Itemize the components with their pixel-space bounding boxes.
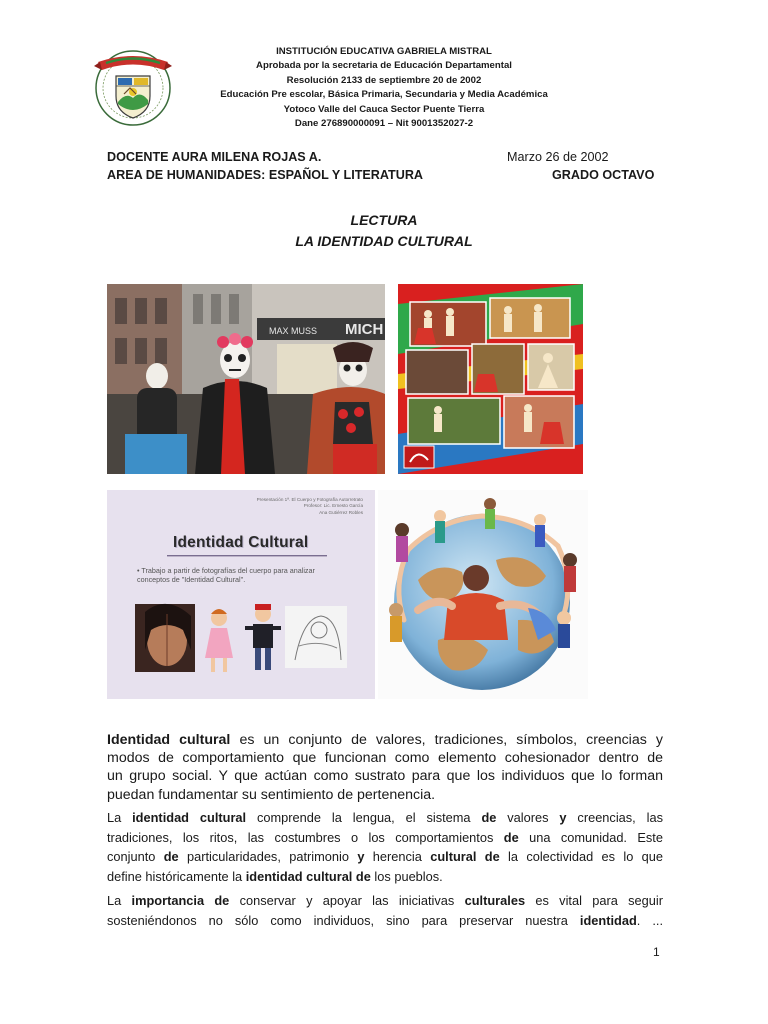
- bold-term: identidad cultural: [132, 810, 247, 825]
- institution-location: Yotoco Valle del Cauca Sector Puente Tierra: [283, 103, 485, 115]
- paragraph-line: [107, 767, 663, 785]
- catrina-parade-photo: [107, 284, 385, 474]
- teacher-name: DOCENTE AURA MILENA ROJAS A.: [107, 150, 322, 164]
- paragraph-line: [107, 911, 663, 931]
- slide-credit-line: Ana Gutiérrez Robles: [319, 509, 363, 515]
- reading-label: LECTURA: [350, 212, 418, 228]
- document-date: Marzo 26 de 2002: [507, 150, 609, 164]
- page-number: 1: [653, 945, 660, 959]
- slide-credit-line: Profesor: Lic. Ernesto García: [303, 503, 363, 509]
- text-run: La: [107, 810, 133, 825]
- paragraph-definition: [107, 731, 663, 804]
- text-run: comprende la lengua, el sistema: [246, 810, 482, 825]
- text-run: La: [107, 893, 132, 908]
- subject-area: AREA DE HUMANIDADES: ESPAÑOL Y LITERATURA: [107, 168, 424, 182]
- text-run: la colectividad es lo que: [499, 849, 664, 865]
- text-run: puedan fundamentar su sentimiento de pertenencia.: [107, 786, 436, 803]
- paragraph-line: [107, 828, 663, 848]
- slide-title: Identidad Cultural: [173, 534, 309, 551]
- paragraph-line: [107, 808, 663, 828]
- text-run: . ...: [636, 912, 663, 928]
- school-crest-logo: [92, 42, 174, 128]
- text-run: herencia: [364, 849, 431, 865]
- grade-level: GRADO OCTAVO: [552, 168, 655, 182]
- bold-term: identidad: [579, 912, 637, 928]
- shop-sign-text: MAX MUSS: [269, 326, 318, 336]
- paragraph-line: [107, 867, 663, 887]
- bold-term: de: [481, 810, 497, 825]
- institution-name: INSTITUCIÓN EDUCATIVA GABRIELA MISTRAL: [276, 46, 492, 57]
- text-run: valores: [496, 810, 560, 825]
- paragraph-components: [107, 808, 663, 886]
- text-run: una comunidad. Este: [518, 829, 663, 845]
- institution-header: [200, 45, 568, 131]
- slide-credit-line: Presentación 1ª. El Cuerpo y Fotografía Autorretrato: [256, 497, 363, 502]
- bold-term: y: [559, 810, 567, 825]
- text-run: conjunto: [107, 849, 164, 865]
- world-unity-illustration: [378, 490, 588, 699]
- text-run: es un conjunto de valores, tradiciones, símbolos, creencias y: [230, 732, 663, 748]
- reading-title: LA IDENTIDAD CULTURAL: [295, 233, 473, 249]
- text-run: tradiciones, los ritos, las costumbres o los comportamientos: [107, 829, 504, 845]
- paragraph-line: [107, 749, 663, 767]
- text-run: un grupo social. Y que actúan como sustrato para que los individuos que lo forman: [107, 768, 663, 785]
- bold-term: identidad cultural de: [245, 868, 371, 884]
- bold-term: Identidad cultural: [107, 732, 231, 748]
- institution-resolution: Resolución 2133 de septiembre 20 de 2002: [286, 74, 482, 86]
- text-run: particularidades, patrimonio: [178, 849, 358, 865]
- bold-term: de: [503, 829, 519, 845]
- street-sign-text: MICH: [345, 321, 384, 338]
- institution-approval: Aprobada por la secretaria de Educación Departamental: [256, 60, 512, 72]
- paragraph-line: [107, 786, 663, 804]
- text-run: modos de comportamiento que funcionan como elemento cohesionador dentro de: [107, 750, 663, 767]
- text-run: conservar y apoyar las iniciativas: [229, 893, 465, 908]
- traditional-dance-collage: [398, 284, 583, 474]
- text-run: creencias, las: [566, 810, 663, 825]
- paragraph-importance: [107, 891, 663, 930]
- text-run: define históricamente la: [107, 868, 246, 884]
- paragraph-line: [107, 891, 663, 911]
- paragraph-line: [107, 731, 663, 749]
- bold-term: de: [163, 849, 179, 865]
- text-run: es vital para seguir: [525, 893, 663, 908]
- slide-bullet-text: • Trabajo a partir de fotografías del cuerpo para analizar conceptos de "Identidad Cultural".: [137, 566, 315, 584]
- paragraph-line: [107, 847, 663, 867]
- institution-levels: Educación Pre escolar, Básica Primaria, Secundaria y Media Académica: [220, 89, 548, 101]
- bold-term: importancia de: [131, 893, 230, 908]
- text-run: sosteniéndonos no sólo como individuos, sino para preservar nuestra: [107, 912, 580, 928]
- text-run: los pueblos.: [370, 868, 443, 884]
- identity-presentation-slide: [107, 490, 375, 699]
- bold-term: y: [357, 849, 365, 865]
- bold-term: cultural de: [430, 849, 500, 865]
- institution-codes: Dane 276890000091 – Nit 9001352027-2: [294, 118, 474, 130]
- bold-term: culturales: [464, 893, 526, 908]
